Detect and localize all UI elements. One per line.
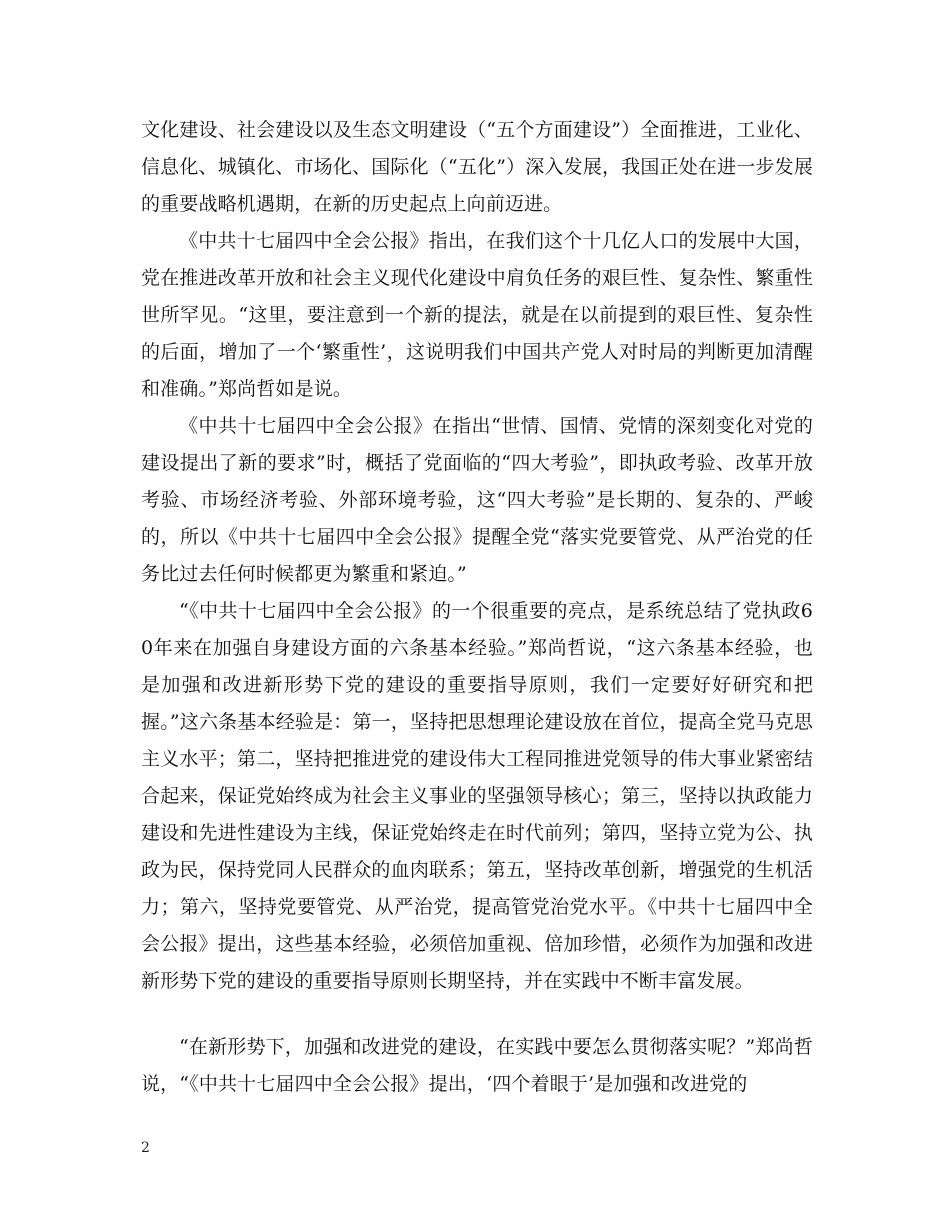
paragraph-communique-difficulty: 《中共十七届四中全会公报》指出，在我们这个十几亿人口的发展中大国，党在推进改革开放和社会主义现代化建设中肩负任务的艰巨性、复杂性、繁重性世所罕见。“这里，要注意到一个新的提法，就是在以前提到的艰巨性、复杂性的后面，增加了一个‘繁重性’，这说明我们中国共产党人对时局的判断更加清醒和准确。”郑尚哲如是说。: [141, 230, 813, 400]
page-number: 2: [141, 1140, 150, 1156]
document-body: [141, 112, 813, 1103]
paragraph-continuation: 文化建设、社会建设以及生态文明建设（“五个方面建设”）全面推进，工业化、信息化、城镇化、市场化、国际化（“五化”）深入发展，我国正处在进一步发展的重要战略机遇期，在新的历史起点上向前迈进。: [141, 119, 813, 215]
paragraph-implementation: “在新形势下，加强和改进党的建设，在实践中要怎么贯彻落实呢？”郑尚哲说，“《中共十七届四中全会公报》提出，‘四个着眼于’是加强和改进党的: [141, 1036, 813, 1095]
paragraph-four-tests: 《中共十七届四中全会公报》在指出“世情、国情、党情的深刻变化对党的建设提出了新的要求”时，概括了党面临的“四大考验”，即执政考验、改革开放考验、市场经济考验、外部环境考验，这“四大考验”是长期的、复杂的、严峻的，所以《中共十七届四中全会公报》提醒全党“落实党要管党、从严治党的任务比过去任何时候都更为繁重和紧迫。”: [141, 415, 813, 585]
paragraph-six-experiences: “《中共十七届四中全会公报》的一个很重要的亮点，是系统总结了党执政60年来在加强自身建设方面的六条基本经验。”郑尚哲说，“这六条基本经验，也是加强和改进新形势下党的建设的重要指导原则，我们一定要好好研究和把握。”这六条基本经验是：第一，坚持把思想理论建设放在首位，提高全党马克思主义水平；第二，坚持把推进党的建设伟大工程同推进党领导的伟大事业紧密结合起来，保证党始终成为社会主义事业的坚强领导核心；第三，坚持以执政能力建设和先进性建设为主线，保证党始终走在时代前列；第四，坚持立党为公、执政为民，保持党同人民群众的血肉联系；第五，坚持改革创新，增强党的生机活力；第六，坚持党要管党、从严治党，提高管党治党水平。《中共十七届四中全会公报》提出，这些基本经验，必须倍加重视、倍加珍惜，必须作为加强和改进新形势下党的建设的重要指导原则长期坚持，并在实践中不断丰富发展。: [141, 600, 813, 992]
